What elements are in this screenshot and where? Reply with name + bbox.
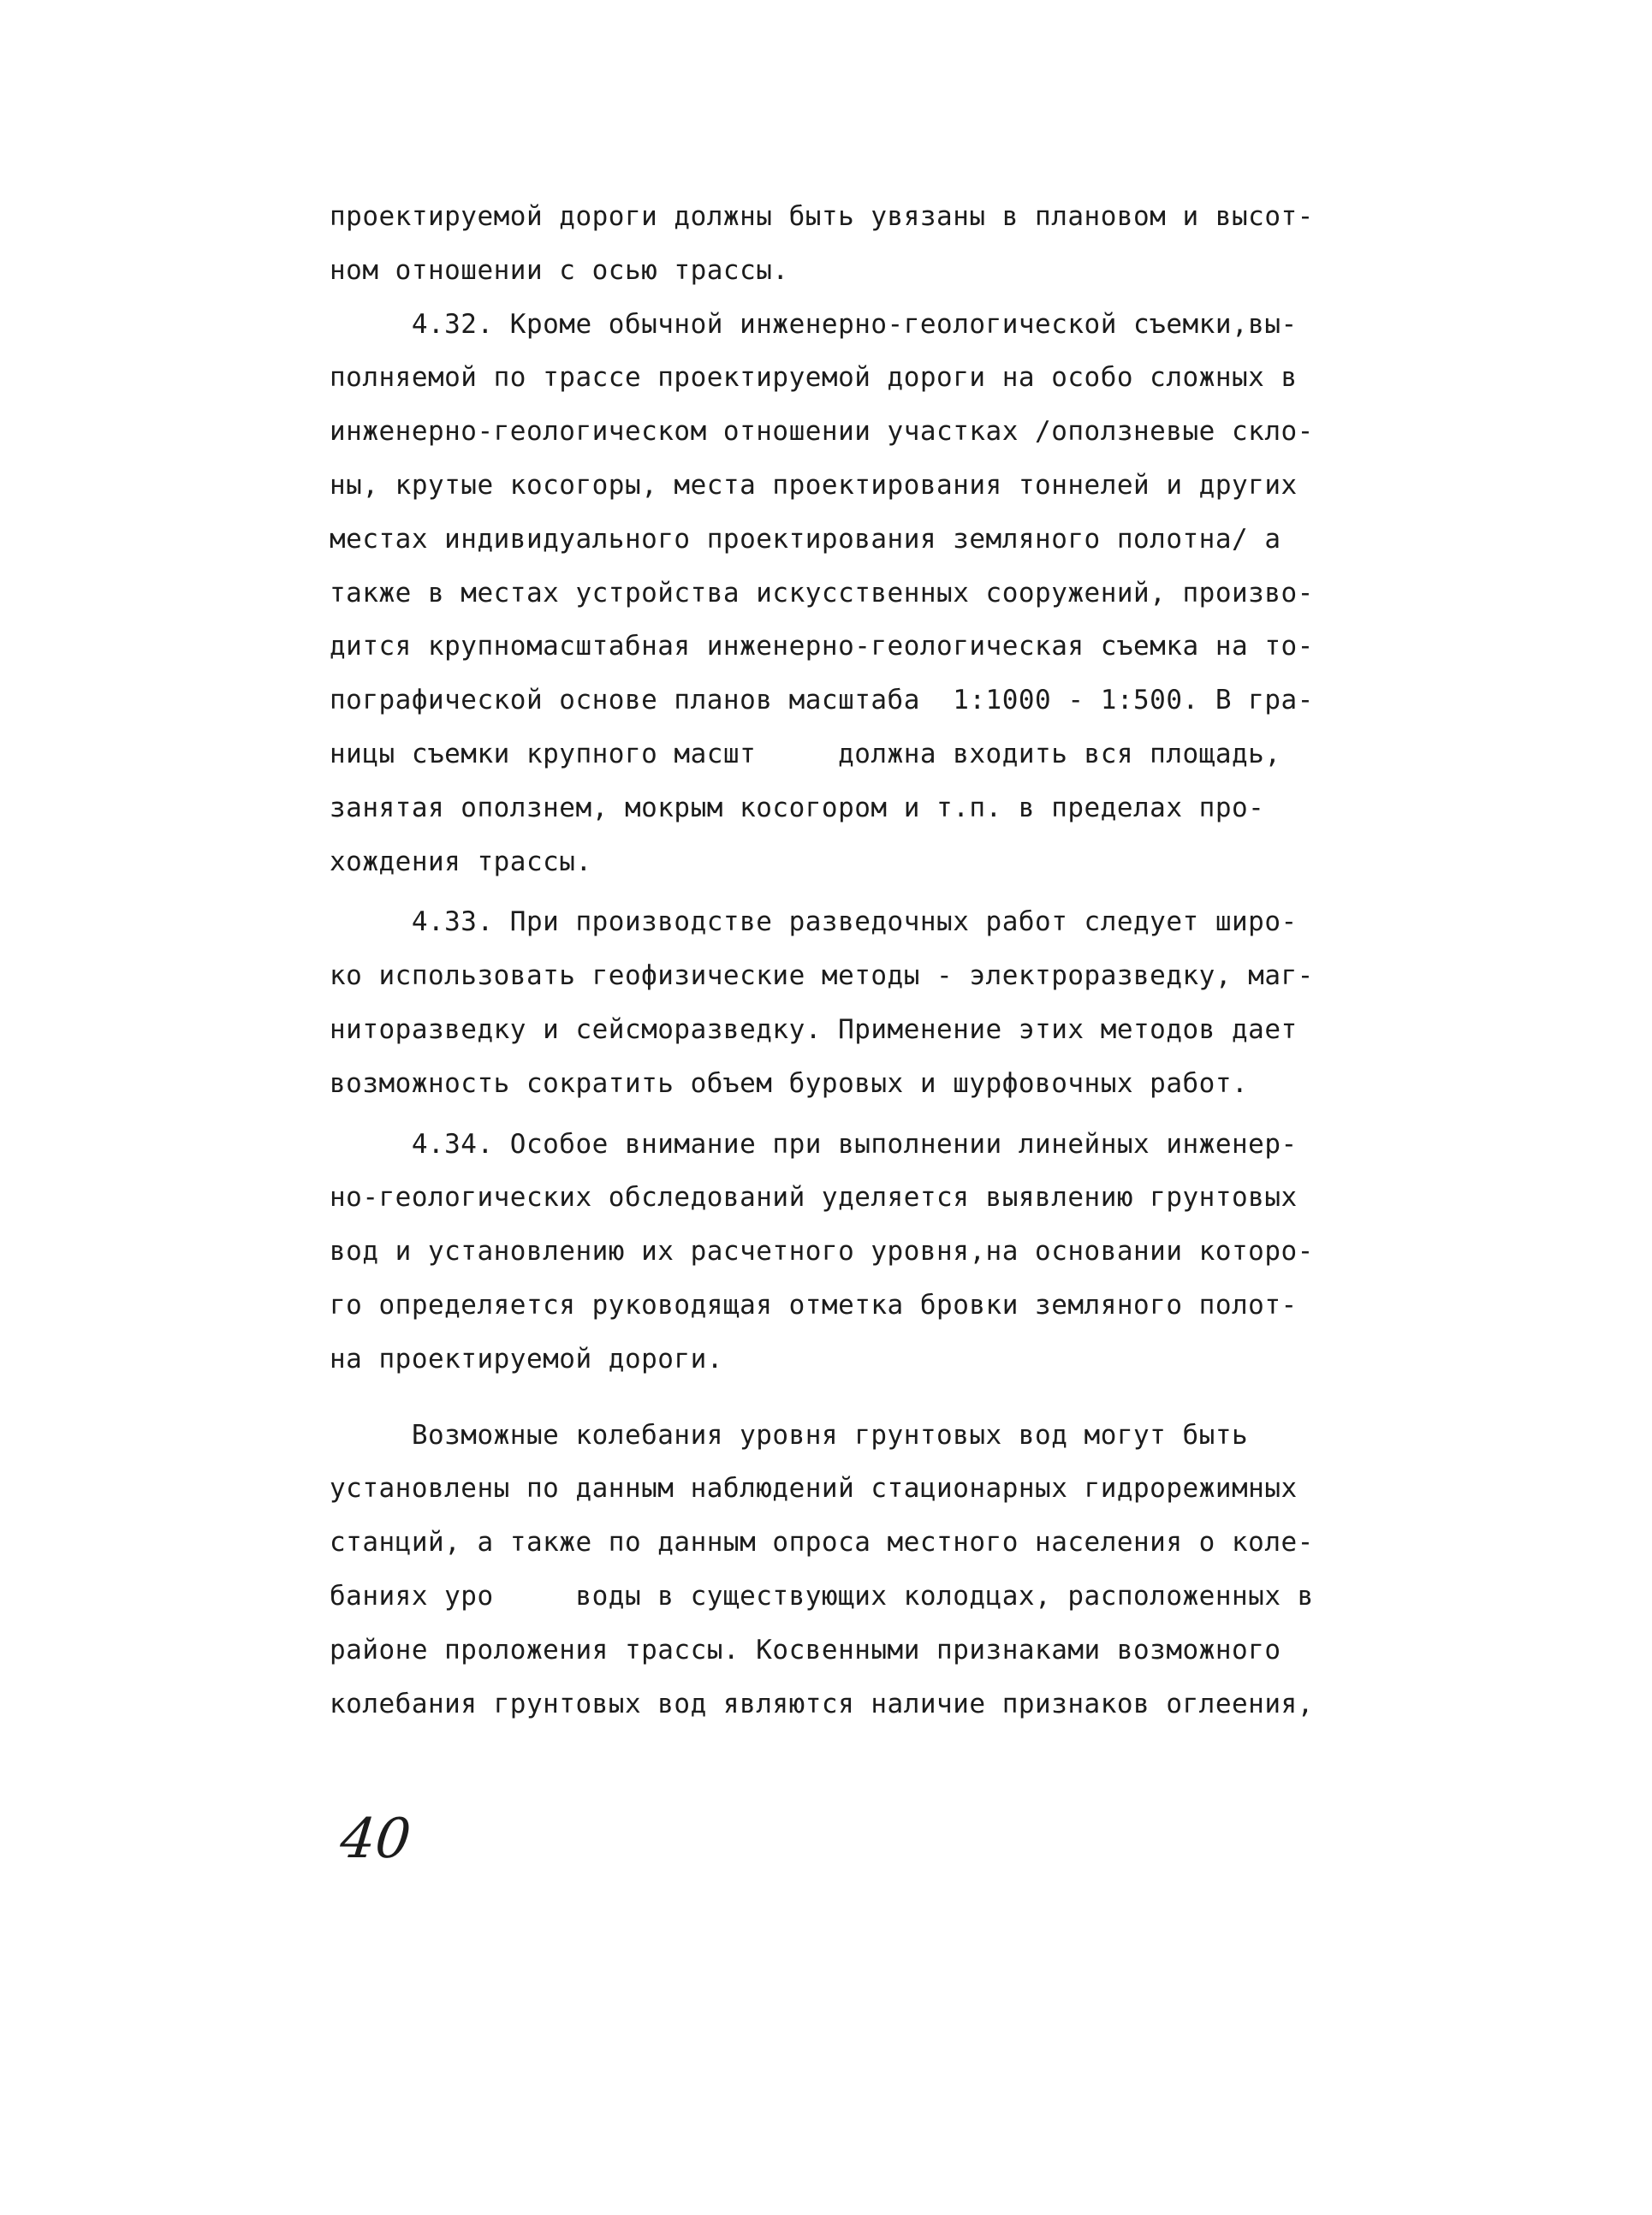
text-line: полняемой по трассе проектируемой дороги на особо сложных в: [330, 362, 1298, 394]
paragraph-4-34-start: 4.34. Особое внимание при выполнении линейных инженер-: [330, 1128, 1298, 1160]
text-line: на проектируемой дороги.: [330, 1343, 723, 1375]
text-line: го определяется руководящая отметка бровки земляного полот-: [330, 1289, 1298, 1321]
text-line: инженерно-геологическом отношении участках /оползневые скло-: [330, 416, 1314, 448]
text-line: занятая оползнем, мокрым косогором и т.п. в пределах про-: [330, 792, 1265, 823]
text-line: вод и установлению их расчетного уровня,на основании которо-: [330, 1236, 1314, 1268]
text-line: хождения трассы.: [330, 846, 592, 877]
text-line: баниях уро воды в существующих колодцах, расположенных в: [330, 1580, 1314, 1612]
text-line: но-геологических обследований уделяется выявлению грунтовых: [330, 1182, 1298, 1214]
text-line: проектируемой дороги должны быть увязаны в плановом и высот-: [330, 201, 1314, 232]
paragraph-groundwater-start: Возможные колебания уровня грунтовых вод могут быть: [330, 1419, 1249, 1451]
text-line: возможность сократить объем буровых и шурфовочных работ.: [330, 1067, 1249, 1099]
text-line: ко использовать геофизические методы - электроразведку, маг-: [330, 960, 1314, 992]
text-line: установлены по данным наблюдений стационарных гидрорежимных: [330, 1473, 1298, 1505]
text-line: дится крупномасштабная инженерно-геологическая съемка на то-: [330, 631, 1314, 662]
page-number: 40: [337, 1808, 414, 1871]
text-line: станций, а также по данным опроса местного населения о коле-: [330, 1527, 1314, 1559]
paragraph-4-32-start: 4.32. Кроме обычной инженерно-геологической съемки,вы-: [330, 308, 1298, 340]
text-line: ном отношении с осью трассы.: [330, 254, 789, 286]
text-line: пографической основе планов масштаба 1:1000 - 1:500. В гра-: [330, 685, 1314, 716]
paragraph-4-33-start: 4.33. При производстве разведочных работ следует широ-: [330, 906, 1298, 938]
text-line: районе проложения трассы. Косвенными признаками возможного: [330, 1634, 1281, 1666]
text-line: местах индивидуального проектирования земляного полотна/ а: [330, 523, 1281, 555]
text-line: ниторазведку и сейсморазведку. Применение этих методов дает: [330, 1013, 1298, 1045]
body-text: [330, 190, 1357, 1731]
text-line: также в местах устройства искусственных сооружений, произво-: [330, 577, 1314, 609]
text-line: ницы съемки крупного масшт должна входить вся площадь,: [330, 738, 1281, 769]
text-line: колебания грунтовых вод являются наличие признаков оглеения,: [330, 1688, 1314, 1719]
text-line: ны, крутые косогоры, места проектирования тоннелей и других: [330, 469, 1298, 501]
